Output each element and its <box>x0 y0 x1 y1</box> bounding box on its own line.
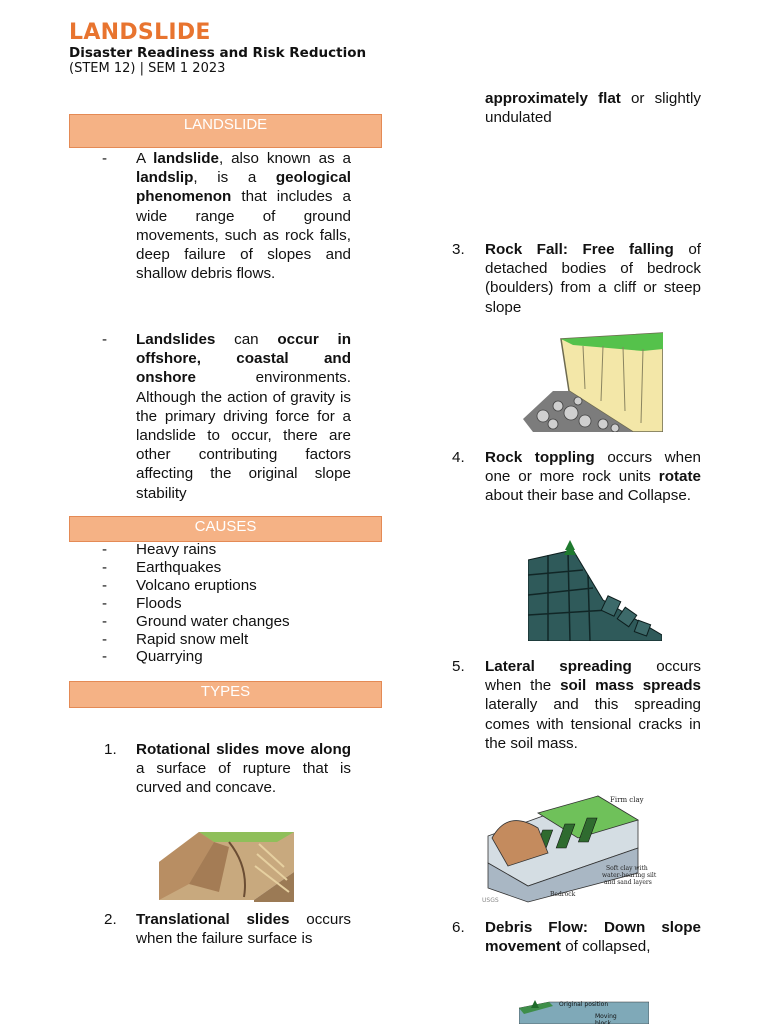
type-2-marker: 2. <box>104 911 117 928</box>
type-3-marker: 3. <box>452 241 465 258</box>
label-bedrock: Bedrock <box>550 891 576 898</box>
causes-list <box>102 541 290 666</box>
intro-item-2: Landslides can occur in offshore, coastal and onshore environments. Although the action of gravity is the primary driving force for a landslide to occur, there are other contributing factors affecting the original slope stability <box>136 331 351 502</box>
intro-item-1: A landslide, also known as a landslip, is a geological phenomenon that includes a wide range of ground movements, such as rock falls, deep failure of slopes and shallow debris flows. <box>136 150 351 283</box>
label-soft-clay-1: Soft clay with <box>606 865 648 872</box>
section-bar-types: TYPES <box>69 681 382 708</box>
section-bar-landslide: LANDSLIDE <box>69 114 382 148</box>
cause-item: - Heavy rains <box>102 541 290 559</box>
cause-item: - Volcano eruptions <box>102 577 290 595</box>
rock-toppling-figure <box>528 540 662 641</box>
label-soft-clay-3: and sand layers <box>604 879 652 886</box>
cause-item: - Ground water changes <box>102 613 290 631</box>
type-2-text: Translational slides occurs when the failure surface is <box>136 911 351 948</box>
label-firm-clay: Firm clay <box>610 796 644 804</box>
type-4-marker: 4. <box>452 449 465 466</box>
rotational-slide-figure <box>159 822 294 902</box>
type-4-text: Rock toppling occurs when one or more rock units rotate about their base and Collapse. <box>485 449 701 505</box>
type-6-text: Debris Flow: Down slope movement of collapsed, <box>485 919 701 956</box>
document-subtitle: Disaster Readiness and Risk Reduction <box>69 45 367 61</box>
document-title: LANDSLIDE <box>69 20 211 45</box>
debris-flow-figure <box>519 996 649 1024</box>
type-2-continued: approximately flat or slightly undulated <box>485 90 701 127</box>
section-bar-causes: CAUSES <box>69 516 382 542</box>
label-moving: Moving <box>595 1013 617 1020</box>
document-meta: (STEM 12) | SEM 1 2023 <box>69 61 226 76</box>
type-5-marker: 5. <box>452 658 465 675</box>
label-block: block <box>595 1020 611 1024</box>
rock-fall-figure <box>523 331 663 432</box>
lateral-spreading-figure <box>478 788 660 904</box>
cause-item: - Floods <box>102 595 290 613</box>
cause-item: - Rapid snow melt <box>102 631 290 649</box>
cause-item: - Earthquakes <box>102 559 290 577</box>
type-5-text: Lateral spreading occurs when the soil mass spreads laterally and this spreading comes with tensional cracks in the soil mass. <box>485 658 701 752</box>
intro-item-2-marker: - <box>102 331 108 348</box>
label-credit: USGS <box>482 897 499 904</box>
type-1-text: Rotational slides move along a surface of rupture that is curved and concave. <box>136 741 351 797</box>
cause-item: - Quarrying <box>102 648 290 666</box>
type-6-marker: 6. <box>452 919 465 936</box>
label-original-position: Original position <box>559 1001 609 1008</box>
intro-item-1-marker: - <box>102 150 108 167</box>
type-1-marker: 1. <box>104 741 117 758</box>
type-3-text: Rock Fall: Free falling of detached bodies of bedrock (boulders) from a cliff or steep slope <box>485 241 701 316</box>
label-soft-clay-2: water-bearing silt <box>602 872 657 879</box>
